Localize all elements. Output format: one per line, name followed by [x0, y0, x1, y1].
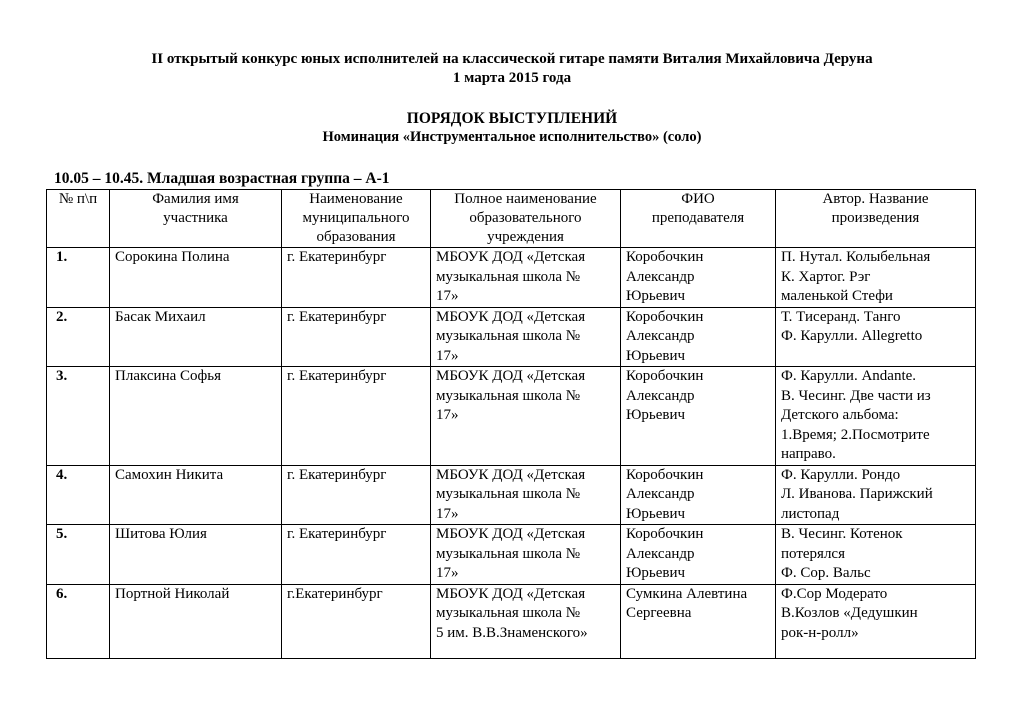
municipality: г. Екатеринбург	[282, 307, 431, 367]
table-row	[47, 584, 976, 658]
school-line: 17»	[436, 407, 459, 423]
order-heading: ПОРЯДОК ВЫСТУПЛЕНИЙ	[406, 110, 618, 127]
teacher-line: Александр	[626, 328, 695, 344]
school-line: музыкальная школа №	[436, 328, 581, 344]
teacher-line: Сергеевна	[626, 605, 692, 621]
works-line: В. Чесинг. Две части из	[781, 387, 931, 404]
header-line: учреждения	[487, 229, 564, 245]
teacher-line: Александр	[626, 268, 695, 285]
table-row	[47, 367, 976, 466]
teacher-cell	[621, 525, 776, 585]
row-number: 6.	[47, 584, 110, 658]
teacher-line: Сумкина Алевтина	[626, 585, 748, 602]
school-line: МБОУК ДОД «Детская	[436, 308, 586, 325]
teacher-cell	[621, 367, 776, 466]
school-line: 17»	[436, 565, 459, 581]
works-line: В. Чесинг. Котенок	[781, 526, 903, 542]
municipality: г. Екатеринбург	[282, 465, 431, 525]
participant-name: Плаксина Софья	[110, 367, 282, 466]
school-line: 17»	[436, 505, 459, 522]
school-line: музыкальная школа №	[436, 486, 581, 502]
header-line: Полное наименование	[454, 191, 597, 207]
works-line: направо.	[781, 446, 836, 462]
teacher-line: Юрьевич	[626, 505, 686, 522]
teacher-line: Коробочкин	[626, 526, 704, 542]
header-line: произведения	[831, 210, 920, 226]
school-cell	[431, 584, 621, 658]
table-header-row	[47, 190, 976, 248]
works-line: В.Козлов «Дедушкин	[781, 605, 918, 621]
works-cell	[776, 525, 976, 585]
teacher-line: Юрьевич	[626, 347, 686, 364]
school-line: МБОУК ДОД «Детская	[436, 526, 586, 542]
header-participant-name	[110, 190, 282, 248]
school-cell	[431, 307, 621, 367]
municipality: г. Екатеринбург	[282, 525, 431, 585]
school-cell	[431, 367, 621, 466]
header-line: Наименование	[309, 191, 403, 207]
row-number: 2.	[47, 307, 110, 367]
header-number	[47, 190, 110, 248]
participant-name: Шитова Юлия	[110, 525, 282, 585]
school-cell	[431, 525, 621, 585]
teacher-line: Александр	[626, 545, 695, 562]
teacher-line: Юрьевич	[626, 407, 686, 423]
contest-date: 1 марта 2015 года	[452, 70, 572, 86]
teacher-cell	[621, 248, 776, 308]
school-line: МБОУК ДОД «Детская	[436, 249, 586, 265]
header-works	[776, 190, 976, 248]
row-number: 3.	[47, 367, 110, 466]
table-row	[47, 307, 976, 367]
participant-name: Портной Николай	[110, 584, 282, 658]
school-line: 5 им. В.В.Знаменского»	[436, 624, 588, 641]
school-line: музыкальная школа №	[436, 545, 581, 562]
works-line: потерялся	[781, 545, 845, 562]
row-number: 4.	[47, 465, 110, 525]
header-line: ФИО	[681, 191, 715, 207]
header-teacher	[621, 190, 776, 248]
works-cell	[776, 465, 976, 525]
participant-name: Сорокина Полина	[110, 248, 282, 308]
municipality: г. Екатеринбург	[282, 367, 431, 466]
header-line: образовательного	[469, 210, 582, 226]
school-line: МБОУК ДОД «Детская	[436, 368, 586, 384]
works-line: Ф. Карулли. Рондо	[781, 466, 901, 483]
header-line: образования	[316, 229, 396, 245]
works-cell	[776, 367, 976, 466]
works-line: рок-н-ролл»	[781, 624, 859, 641]
header-line: участника	[163, 210, 228, 226]
works-line: 1.Время; 2.Посмотрите	[781, 426, 930, 443]
works-line: Ф. Карулли. Andante.	[781, 368, 917, 384]
teacher-line: Александр	[626, 486, 695, 502]
header-line: Фамилия имя	[152, 191, 239, 207]
header-school	[431, 190, 621, 248]
teacher-line: Юрьевич	[626, 288, 686, 304]
teacher-line: Александр	[626, 387, 695, 404]
works-line: Детского альбома:	[781, 407, 899, 423]
performance-schedule-table	[46, 189, 976, 659]
teacher-line: Коробочкин	[626, 249, 704, 265]
works-cell	[776, 584, 976, 658]
works-line: Ф.Сор Модерато	[781, 585, 888, 602]
works-line: Т. Тисеранд. Танго	[781, 308, 901, 325]
teacher-cell	[621, 465, 776, 525]
participant-name: Басак Михаил	[110, 307, 282, 367]
row-number: 5.	[47, 525, 110, 585]
school-line: МБОУК ДОД «Детская	[436, 466, 586, 483]
participant-name: Самохин Никита	[110, 465, 282, 525]
row-number: 1.	[47, 248, 110, 308]
header-number-text: № п\п	[58, 191, 98, 207]
school-line: музыкальная школа №	[436, 387, 581, 404]
header-line: муниципального	[302, 210, 410, 226]
table-row	[47, 525, 976, 585]
works-line: Л. Иванова. Парижский	[781, 486, 933, 502]
table-row	[47, 248, 976, 308]
school-line: 17»	[436, 288, 459, 304]
header-municipality	[282, 190, 431, 248]
municipality: г.Екатеринбург	[282, 584, 431, 658]
works-line: маленькой Стефи	[781, 288, 893, 304]
works-line: Ф. Карулли. Allegretto	[781, 328, 923, 344]
teacher-line: Коробочкин	[626, 368, 704, 384]
document-header	[0, 50, 1024, 88]
group-heading: 10.05 – 10.45. Младшая возрастная группа – А-1	[54, 170, 390, 187]
school-line: 17»	[436, 347, 459, 364]
municipality: г. Екатеринбург	[282, 248, 431, 308]
works-line: листопад	[781, 505, 840, 522]
teacher-line: Коробочкин	[626, 308, 704, 325]
school-cell	[431, 465, 621, 525]
school-line: музыкальная школа №	[436, 268, 581, 285]
works-cell	[776, 307, 976, 367]
header-line: Автор. Название	[822, 191, 929, 207]
table-row	[47, 465, 976, 525]
works-line: К. Хартог. Рэг	[781, 268, 871, 285]
works-cell	[776, 248, 976, 308]
teacher-cell	[621, 307, 776, 367]
teacher-line: Юрьевич	[626, 565, 686, 581]
works-line: Ф. Сор. Вальс	[781, 565, 871, 581]
school-cell	[431, 248, 621, 308]
section-title	[0, 109, 1024, 147]
school-line: музыкальная школа №	[436, 605, 581, 621]
teacher-cell	[621, 584, 776, 658]
works-line: П. Нутал. Колыбельная	[781, 249, 931, 265]
school-line: МБОУК ДОД «Детская	[436, 585, 586, 602]
nomination-heading: Номинация «Инструментальное исполнительство» (соло)	[322, 129, 702, 145]
header-line: преподавателя	[651, 210, 745, 226]
contest-title: II открытый конкурс юных исполнителей на классической гитаре памяти Виталия Михайловича Деруна	[151, 51, 873, 67]
teacher-line: Коробочкин	[626, 466, 704, 483]
